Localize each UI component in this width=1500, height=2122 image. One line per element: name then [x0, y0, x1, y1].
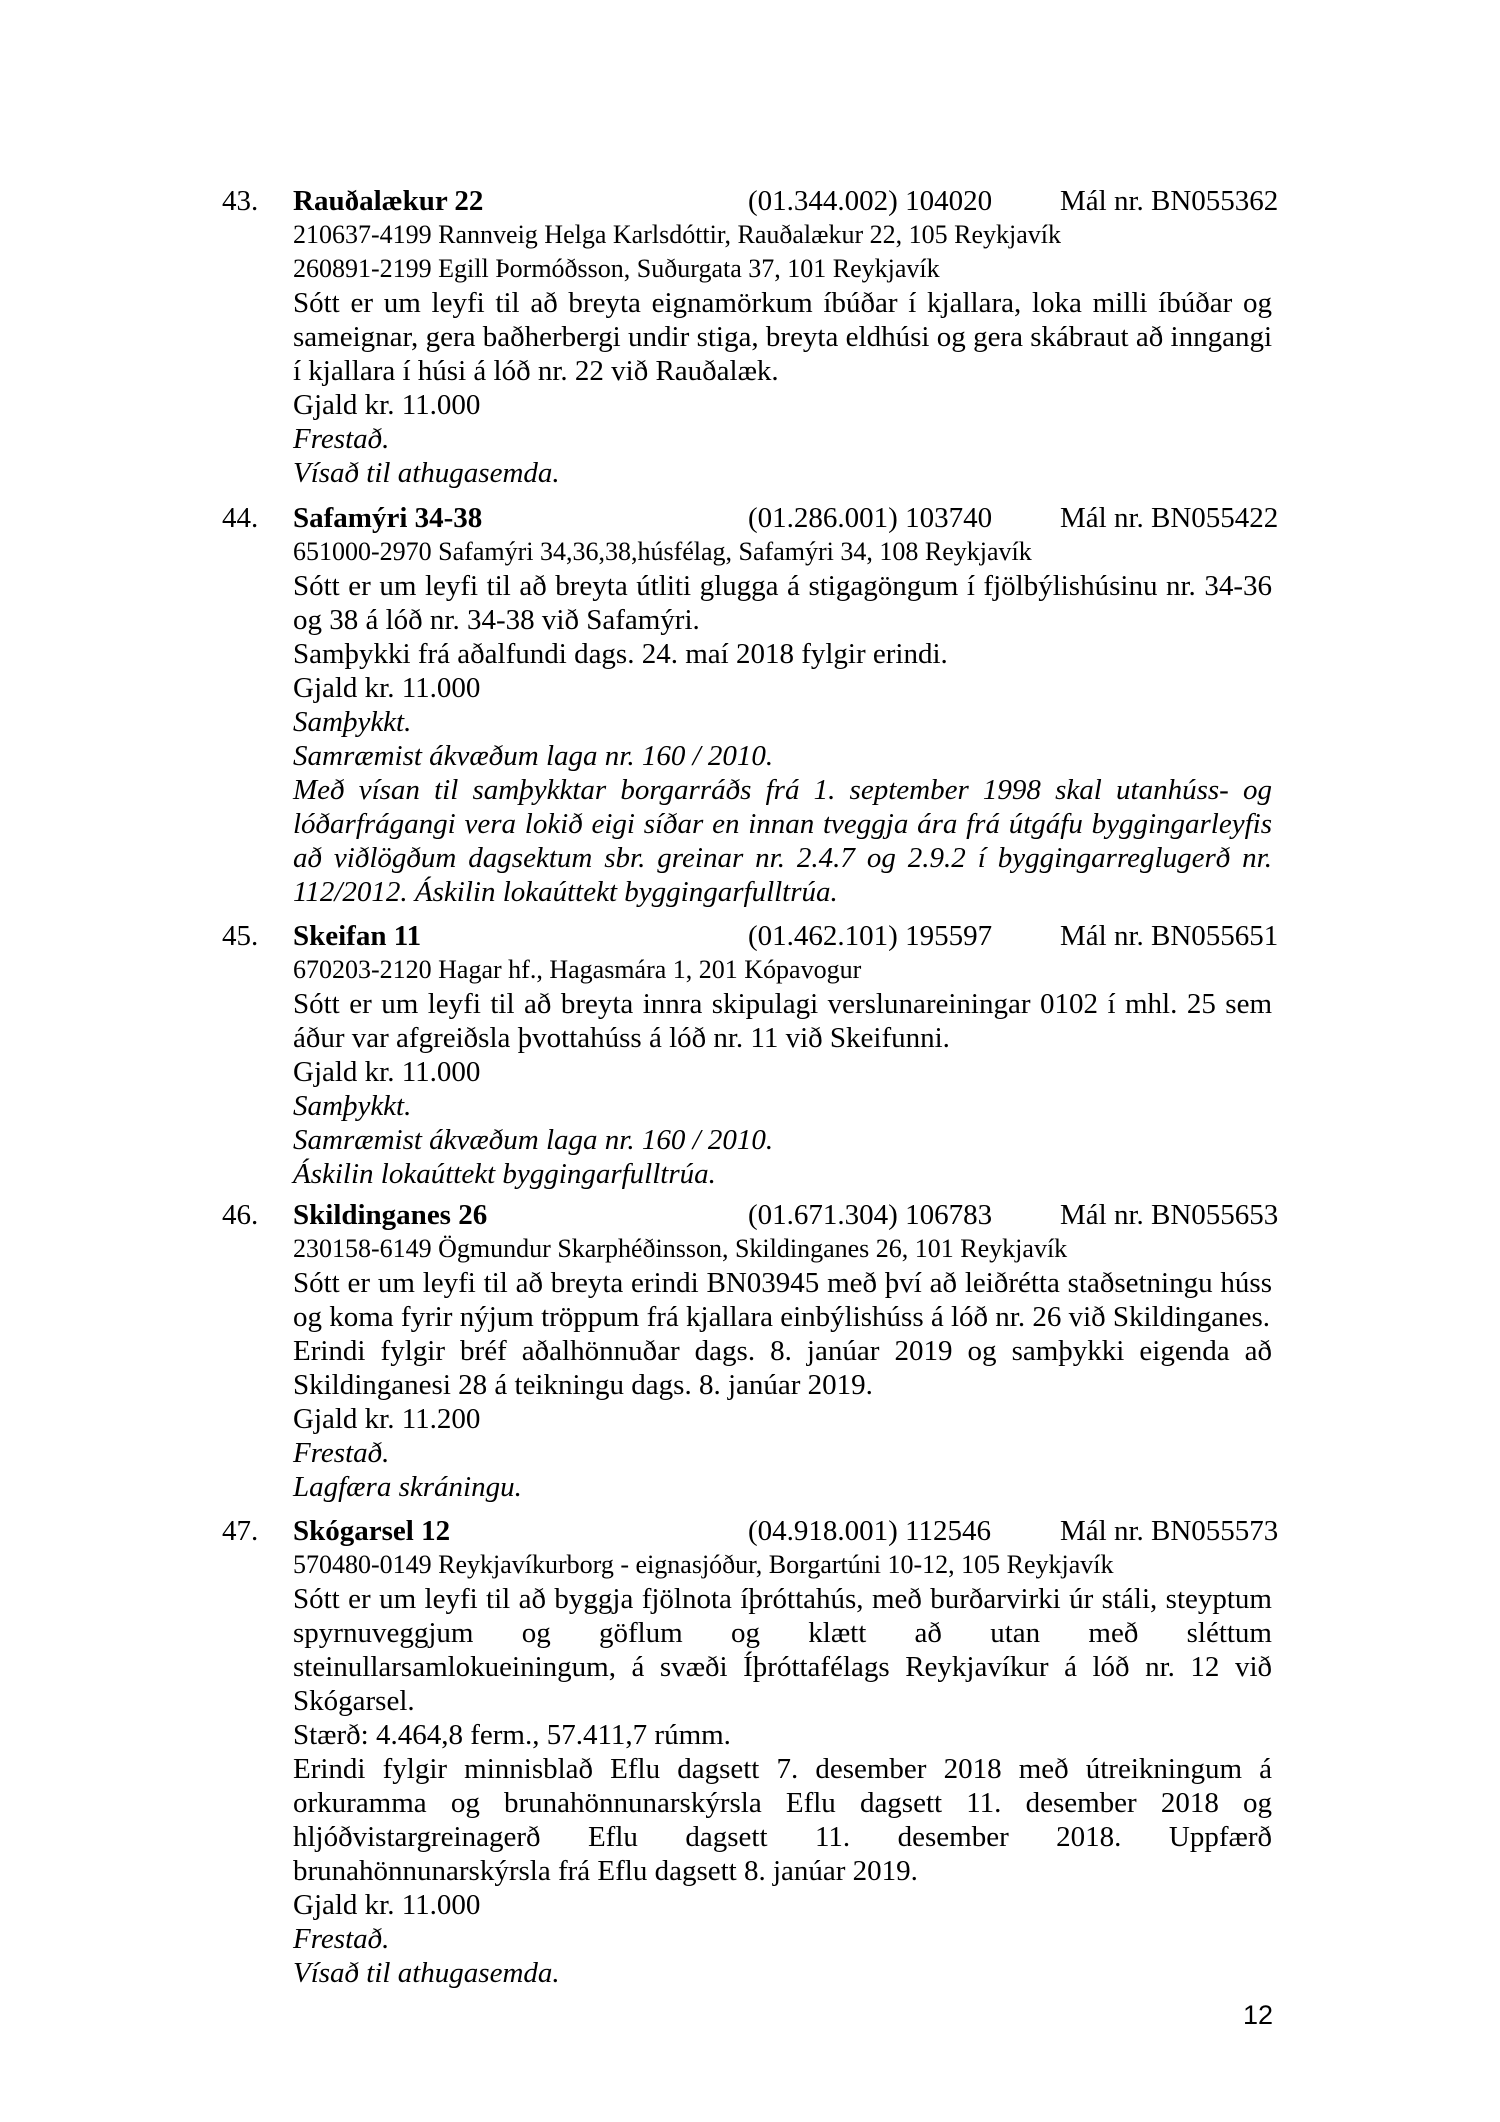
case-description: Sótt er um leyfi til að breyta innra skipulagi verslunareiningar 0102 í mhl. 25 sem áður var afgreiðsla þvottahúss á lóð nr. 11 við Skeifunni. [293, 988, 1272, 1054]
condition-paragraph: Með vísan til samþykktar borgarráðs frá 1. september 1998 skal utanhúss- og lóðarfrágangi vera lokið eigi síðar en innan tveggja ára frá útgáfu byggingarleyfis að viðlögðum dagsektum sbr. greinar nr. 2.4.7 og 2.9.2 í byggingarreglugerð nr. 112/2012. Áskilin lokaúttekt byggingarfulltrúa. [293, 774, 1272, 908]
case-reference: Mál nr. BN055651 [1060, 920, 1279, 952]
remark-line: Lagfæra skráningu. [293, 1471, 522, 1503]
remark-line: Samræmist ákvæðum laga nr. 160 / 2010. [293, 1124, 774, 1156]
party-line: 260891-2199 Egill Þormóðsson, Suðurgata 37, 101 Reykjavík [293, 254, 940, 283]
party-line: 570480-0149 Reykjavíkurborg - eignasjóður, Borgartúni 10-12, 105 Reykjavík [293, 1550, 1114, 1579]
case-property-code: (01.462.101) 195597 [748, 920, 993, 952]
case-property-code: (01.344.002) 104020 [748, 185, 993, 217]
case-header [0, 1514, 1500, 1548]
fee-line: Gjald kr. 11.000 [293, 389, 481, 421]
party-line: 651000-2970 Safamýri 34,36,38,húsfélag, Safamýri 34, 108 Reykjavík [293, 537, 1032, 566]
case-item-46 [0, 1198, 1500, 1504]
decision-line: Frestað. [293, 1923, 390, 1955]
case-number: 47. [222, 1515, 259, 1547]
case-reference: Mál nr. BN055362 [1060, 185, 1279, 217]
case-property-code: (01.671.304) 106783 [748, 1199, 993, 1231]
case-title: Rauðalækur 22 [293, 185, 484, 217]
party-line: 670203-2120 Hagar hf., Hagasmára 1, 201 Kópavogur [293, 955, 862, 984]
case-header [0, 1198, 1500, 1232]
attachment-line: Erindi fylgir bréf aðalhönnuðar dags. 8. janúar 2019 og samþykki eigenda að Skildinganesi 28 á teikningu dags. 8. janúar 2019. [293, 1335, 1272, 1401]
fee-line: Gjald kr. 11.000 [293, 672, 481, 704]
case-item-44 [0, 501, 1500, 909]
case-reference: Mál nr. BN055422 [1060, 502, 1279, 534]
fee-line: Gjald kr. 11.200 [293, 1403, 481, 1435]
case-title: Skildinganes 26 [293, 1199, 488, 1231]
case-number: 45. [222, 920, 259, 952]
size-line: Stærð: 4.464,8 ferm., 57.411,7 rúmm. [293, 1719, 731, 1751]
case-body [293, 1232, 1272, 1504]
case-number: 44. [222, 502, 259, 534]
attachment-line: Samþykki frá aðalfundi dags. 24. maí 2018 fylgir erindi. [293, 638, 948, 670]
decision-line: Samþykkt. [293, 1090, 412, 1122]
page-number: 12 [1243, 2000, 1274, 2030]
case-number: 46. [222, 1199, 259, 1231]
case-body [293, 535, 1272, 909]
remark-line: Samræmist ákvæðum laga nr. 160 / 2010. [293, 740, 774, 772]
party-line: 210637-4199 Rannveig Helga Karlsdóttir, Rauðalækur 22, 105 Reykjavík [293, 220, 1062, 249]
case-title: Skeifan 11 [293, 920, 422, 952]
attachment-line: Erindi fylgir minnisblað Eflu dagsett 7. desember 2018 með útreikningum á orkuramma og brunahönnunarskýrsla Eflu dagsett 11. desember 2018 og hljóðvistargreinagerð Eflu dagsett 11. desember 2018. Uppfærð brunahönnunarskýrsla frá Eflu dagsett 8. janúar 2019. [293, 1753, 1272, 1887]
case-property-code: (01.286.001) 103740 [748, 502, 993, 534]
case-item-45 [0, 919, 1500, 1191]
fee-line: Gjald kr. 11.000 [293, 1056, 481, 1088]
case-header [0, 919, 1500, 953]
case-title: Skógarsel 12 [293, 1515, 451, 1547]
decision-line: Samþykkt. [293, 706, 412, 738]
case-body [293, 953, 1272, 1191]
case-description: Sótt er um leyfi til að byggja fjölnota íþróttahús, með burðarvirki úr stáli, steyptum spyrnuveggjum og göflum og klætt að utan með sléttum steinullarsamlokueiningum, á svæði Íþróttafélags Reykjavíkur á lóð nr. 12 við Skógarsel. [293, 1583, 1272, 1717]
case-body [293, 218, 1272, 490]
case-item-43 [0, 184, 1500, 490]
fee-line: Gjald kr. 11.000 [293, 1889, 481, 1921]
remark-line: Vísað til athugasemda. [293, 457, 560, 489]
decision-line: Frestað. [293, 423, 390, 455]
party-line: 230158-6149 Ögmundur Skarphéðinsson, Skildinganes 26, 101 Reykjavík [293, 1234, 1068, 1263]
remark-line: Vísað til athugasemda. [293, 1957, 560, 1989]
case-description: Sótt er um leyfi til að breyta útliti glugga á stigagöngum í fjölbýlishúsinu nr. 34-36 og 38 á lóð nr. 34-38 við Safamýri. [293, 570, 1272, 636]
decision-line: Frestað. [293, 1437, 390, 1469]
remark-line: Áskilin lokaúttekt byggingarfulltrúa. [293, 1158, 716, 1190]
case-header [0, 501, 1500, 535]
case-body [293, 1548, 1272, 1990]
case-reference: Mál nr. BN055573 [1060, 1515, 1279, 1547]
case-description: Sótt er um leyfi til að breyta erindi BN03945 með því að leiðrétta staðsetningu húss og koma fyrir nýjum tröppum frá kjallara einbýlishúss á lóð nr. 26 við Skildinganes. [293, 1267, 1272, 1333]
case-reference: Mál nr. BN055653 [1060, 1199, 1279, 1231]
case-title: Safamýri 34-38 [293, 502, 483, 534]
case-number: 43. [222, 185, 259, 217]
case-header [0, 184, 1500, 218]
case-item-47 [0, 1514, 1500, 1990]
case-property-code: (04.918.001) 112546 [748, 1515, 991, 1547]
case-description: Sótt er um leyfi til að breyta eignamörkum íbúðar í kjallara, loka milli íbúðar og sameignar, gera baðherbergi undir stiga, breyta eldhúsi og gera skábraut að inngangi í kjallara í húsi á lóð nr. 22 við Rauðalæk. [293, 287, 1272, 387]
